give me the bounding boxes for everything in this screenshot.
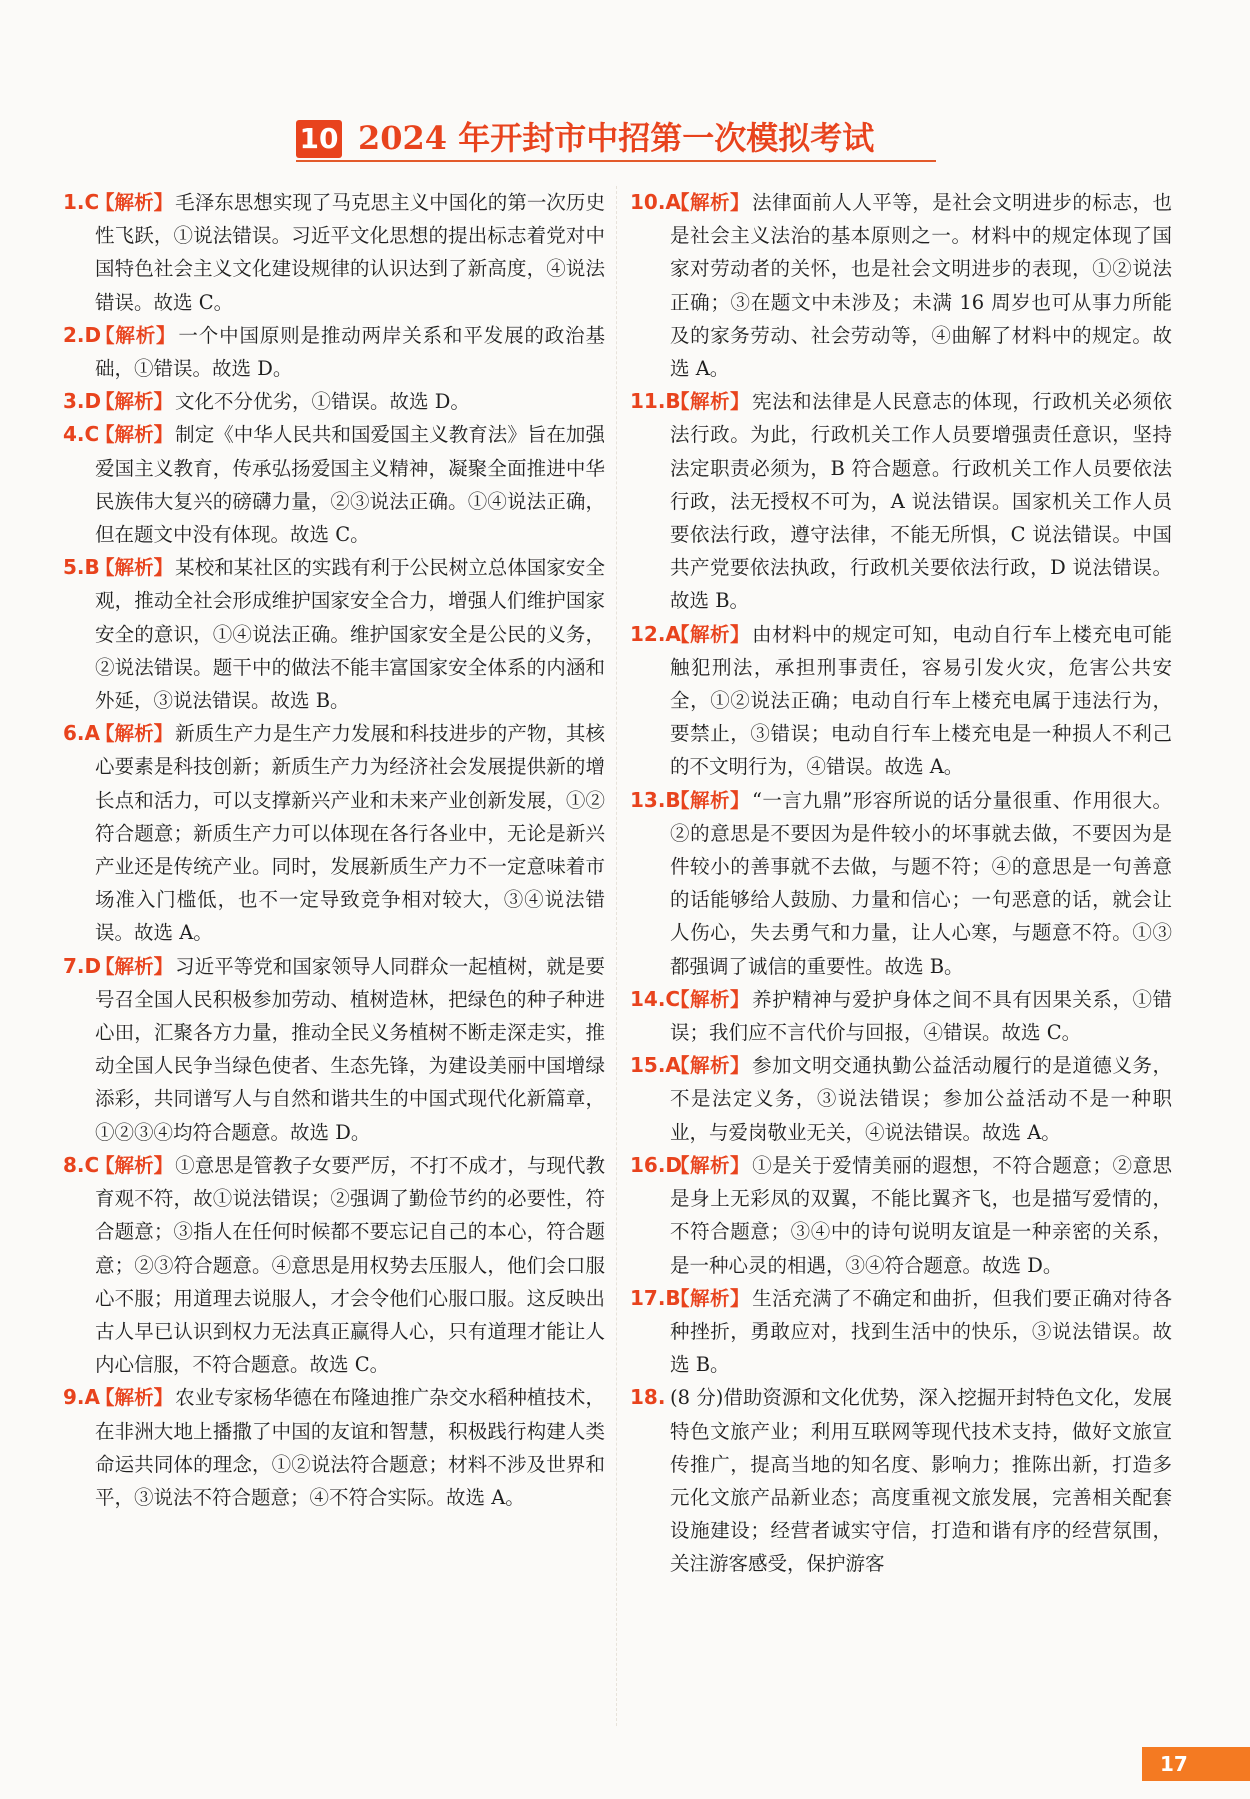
analysis-tag: 【解析】 [95, 722, 174, 746]
answer-item-10: 10.A 【解析】 法律面前人人平等，是社会文明进步的标志，也是社会主义法治的基本原则之一。材料中的规定体现了国家对劳动者的关怀，也是社会文明进步的表现，①②说法正确；③在题文中未涉及；未满 16 周岁也可从事力所能及的家务劳动、社会劳动等，④曲解了材料中的规定。故选 A。 [630, 190, 1172, 381]
answer-item-5: 5.B 【解析】 某校和某社区的实践有利于公民树立总体国家安全观，推动全社会形成维护国家安全合力，增强人们维护国家安全的意识，①④说法正确。维护国家安全是公民的义务，②说法错误。题干中的做法不能丰富国家安全体系的内涵和外延，③说法错误。故选 B。 [63, 555, 605, 713]
analysis-tag: 【解析】 [95, 1153, 174, 1177]
answer-item-15: 15.A 【解析】 参加文明交通执勤公益活动履行的是道德义务，不是法定义务，③说法错误；参加公益活动不是一种职业，与爱岗敬业无关，④说法错误。故选 A。 [630, 1053, 1172, 1144]
answer-item-11: 11.B 【解析】 宪法和法律是人民意志的体现，行政机关必须依法行政。为此，行政机关工作人员要增强责任意识，坚持法定职责必须为，B 符合题意。行政机关工作人员要依法行政，法无授权不可为，A 说法错误。国家机关工作人员要依法行政，遵守法律，不能无所惧，C 说法错误。中国共产党要依法执政，行政机关要依法行政，D 说法错误。故选 B。 [630, 389, 1172, 613]
answer-text: ①意思是管教子女要严厉，不打不成才，与现代教育观不符，故①说法错误；②强调了勤俭节约的必要性，符合题意；③指人在任何时候都不要忘记自己的本心，符合题意；②③符合题意。④意思是用权势去压服人，他们会口服心不服；用道理去说服人，才会令他们心服口服。这反映出古人早已认识到权力无法真正赢得人心，只有道理才能让人内心信服，不符合题意。故选 C。 [95, 1153, 605, 1377]
answer-text: 毛泽东思想实现了马克思主义中国化的第一次历史性飞跃，①说法错误。习近平文化思想的提出标志着党对中国特色社会主义文化建设规律的认识达到了新高度，④说法错误。故选 C。 [95, 191, 605, 314]
answer-item-6: 6.A 【解析】 新质生产力是生产力发展和科技进步的产物，其核心要素是科技创新；新质生产力为经济社会发展提供新的增长点和活力，可以支撑新兴产业和未来产业创新发展，①②符合题意；新质生产力可以体现在各行各业中，无论是新兴产业还是传统产业。同时，发展新质生产力不一定意味着市场准入门槛低，也不一定导致竞争相对较大，③④说法错误。故选 A。 [63, 721, 605, 945]
answer-text: ①是关于爱情美丽的遐想，不符合题意；②意思是身上无彩凤的双翼，不能比翼齐飞，也是描写爱情的，不符合题意；③④中的诗句说明友谊是一种亲密的关系，是一种心灵的相遇，③④符合题意。故选 D。 [670, 1153, 1172, 1277]
analysis-tag: 【解析】 [95, 556, 174, 580]
analysis-tag: 【解析】 [95, 390, 174, 414]
answer-text: 参加文明交通执勤公益活动履行的是道德义务，不是法定义务，③说法错误；参加公益活动不是一种职业，与爱岗敬业无关，④说法错误。故选 A。 [670, 1054, 1172, 1144]
answer-item-4: 4.C 【解析】 制定《中华人民共和国爱国主义教育法》旨在加强爱国主义教育，传承弘扬爱国主义精神，凝聚全面推进中华民族伟大复兴的磅礴力量，②③说法正确。①④说法正确，但在题文中没有体现。故选 C。 [63, 422, 605, 547]
page-title: 2024 年开封市中招第一次模拟考试 [358, 119, 875, 157]
answer-item-17: 17.B 【解析】 生活充满了不确定和曲折，但我们要正确对待各种挫折，勇敢应对，找到生活中的快乐，③说法错误。故选 B。 [630, 1285, 1172, 1377]
analysis-tag: 【解析】 [670, 1286, 751, 1310]
right-column [632, 186, 1172, 1581]
answer-text: 养护精神与爱护身体之间不具有因果关系，①错误；我们应不言代价与回报，④错误。故选 C。 [670, 987, 1172, 1045]
analysis-tag: 【解析】 [670, 622, 751, 646]
answer-item-16: 16.D 【解析】 ①是关于爱情美丽的遐想，不符合题意；②意思是身上无彩凤的双翼，不能比翼齐飞，也是描写爱情的，不符合题意；③④中的诗句说明友谊是一种亲密的关系，是一种心灵的相遇，③④符合题意。故选 D。 [630, 1152, 1172, 1277]
analysis-tag: 【解析】 [670, 191, 751, 214]
answer-text: 文化不分优劣，①错误。故选 D。 [175, 390, 470, 414]
answer-text: 习近平等党和国家领导人同群众一起植树，就是要号召全国人民积极参加劳动、植树造林，把绿色的种子种进心田，汇聚各方力量，推动全民义务植树不断走深走实，推动全国人民争当绿色使者、生态先锋，为建设美丽中国增绿添彩，共同谱写人与自然和谐共生的中国式现代化新篇章，①②③④均符合题意。故选 D。 [95, 954, 605, 1144]
answer-item-9: 9.A 【解析】 农业专家杨华德在布隆迪推广杂交水稻种植技术，在非洲大地上播撒了中国的友谊和智慧，积极践行构建人类命运共同体的理念，①②说法符合题意；材料不涉及世界和平，③说法不符合题意；④不符合实际。故选 A。 [63, 1385, 605, 1509]
answer-item-18: 18. (8 分)借助资源和文化优势，深入挖掘开封特色文化，发展特色文旅产业；利用互联网等现代技术支持，做好文旅宣传推广，提高当地的知名度、影响力；推陈出新，打造多元化文旅产品新业态；高度重视文旅发展，完善相关配套设施建设；经营者诚实守信，打造和谐有序的经营氛围，关注游客感受，保护游客 [630, 1385, 1172, 1576]
answer-item-13: 13.B 【解析】 “一言九鼎”形容所说的话分量很重、作用很大。②的意思是不要因为是件较小的坏事就去做，不要因为是件较小的善事就不去做，与题不符；④的意思是一句善意的话能够给人鼓励、力量和信心；一句恶意的话，就会让人伤心，失去勇气和力量，让人心寒，与题意不符。①③都强调了诚信的重要性。故选 B。 [630, 787, 1172, 978]
answer-text: 某校和某社区的实践有利于公民树立总体国家安全观，推动全社会形成维护国家安全合力，增强人们维护国家安全的意识，①④说法正确。维护国家安全是公民的义务，②说法错误。题干中的做法不能丰富国家安全体系的内涵和外延，③说法错误。故选 B。 [95, 556, 605, 713]
answer-text: 法律面前人人平等，是社会文明进步的标志，也是社会主义法治的基本原则之一。材料中的规定体现了国家对劳动者的关怀，也是社会文明进步的表现，①②说法正确；③在题文中未涉及；未满 16 周岁也可从事力所能及的家务劳动、社会劳动等，④曲解了材料中的规定。故选 A。 [670, 191, 1172, 381]
answer-item-8: 8.C 【解析】 ①意思是管教子女要严厉，不打不成才，与现代教育观不符，故①说法错误；②强调了勤俭节约的必要性，符合题意；③指人在任何时候都不要忘记自己的本心，符合题意；②③符合题意。④意思是用权势去压服人，他们会口服心不服；用道理去说服人，才会令他们心服口服。这反映出古人早已认识到权力无法真正赢得人心，只有道理才能让人内心信服，不符合题意。故选 C。 [63, 1152, 605, 1377]
column-divider [616, 186, 617, 1726]
answer-text: 宪法和法律是人民意志的体现，行政机关必须依法行政。为此，行政机关工作人员要增强责任意识，坚持法定职责必须为，B 符合题意。行政机关工作人员要依法行政，法无授权不可为，A 说法错误。国家机关工作人员要依法行政，遵守法律，不能无所惧，C 说法错误。中国共产党要依法执政，行政机关要依法行政，D 说法错误。故选 B。 [670, 390, 1172, 613]
answer-text: 农业专家杨华德在布隆迪推广杂交水稻种植技术，在非洲大地上播撒了中国的友谊和智慧，积极践行构建人类命运共同体的理念，①②说法符合题意；材料不涉及世界和平，③说法不符合题意；④不符合实际。故选 A。 [95, 1386, 605, 1509]
analysis-tag: 【解析】 [95, 323, 177, 347]
section-number-badge: 10 [296, 120, 342, 158]
left-column [65, 186, 605, 1514]
analysis-tag: 【解析】 [95, 191, 174, 214]
answer-item-1: 1.C 【解析】 毛泽东思想实现了马克思主义中国化的第一次历史性飞跃，①说法错误。习近平文化思想的提出标志着党对中国特色社会主义文化建设规律的认识达到了新高度，④说法错误。故选 C。 [63, 190, 605, 314]
answer-text: 一个中国原则是推动两岸关系和平发展的政治基础，①错误。故选 D。 [95, 323, 605, 381]
answer-text: 制定《中华人民共和国爱国主义教育法》旨在加强爱国主义教育，传承弘扬爱国主义精神，凝聚全面推进中华民族伟大复兴的磅礴力量，②③说法正确。①④说法正确，但在题文中没有体现。故选 C。 [95, 423, 605, 547]
analysis-tag: 【解析】 [670, 1153, 751, 1177]
answer-text: 生活充满了不确定和曲折，但我们要正确对待各种挫折，勇敢应对，找到生活中的快乐，③说法错误。故选 B。 [670, 1286, 1172, 1377]
analysis-tag: 【解析】 [670, 987, 751, 1011]
answer-item-2: 2.D 【解析】 一个中国原则是推动两岸关系和平发展的政治基础，①错误。故选 D。 [63, 322, 605, 381]
score-label: (8 分) [670, 1386, 724, 1410]
analysis-tag: 【解析】 [670, 788, 750, 812]
answer-text: 借助资源和文化优势，深入挖掘开封特色文化，发展特色文旅产业；利用互联网等现代技术支持，做好文旅宣传推广，提高当地的知名度、影响力；推陈出新，打造多元化文旅产品新业态；高度重视文旅发展，完善相关配套设施建设；经营者诚实守信，打造和谐有序的经营氛围，关注游客感受，保护游客 [670, 1386, 1172, 1576]
answer-text: “一言九鼎”形容所说的话分量很重、作用很大。②的意思是不要因为是件较小的坏事就去做，不要因为是件较小的善事就不去做，与题不符；④的意思是一句善意的话能够给人鼓励、力量和信心；一句恶意的话，就会让人伤心，失去勇气和力量，让人心寒，与题意不符。①③都强调了诚信的重要性。故选 B。 [670, 788, 1172, 978]
analysis-tag: 【解析】 [95, 423, 174, 447]
analysis-tag: 【解析】 [95, 1386, 174, 1410]
answer-item-14: 14.C 【解析】 养护精神与爱护身体之间不具有因果关系，①错误；我们应不言代价与回报，④错误。故选 C。 [630, 986, 1172, 1045]
answer-item-3: 3.D 【解析】 文化不分优劣，①错误。故选 D。 [63, 389, 470, 414]
answer-text: 由材料中的规定可知，电动自行车上楼充电可能触犯刑法，承担刑事责任，容易引发火灾，危害公共安全，①②说法正确；电动自行车上楼充电属于违法行为，要禁止，③错误；电动自行车上楼充电是一种损人不利己的不文明行为，④错误。故选 A。 [670, 622, 1172, 779]
analysis-tag: 【解析】 [670, 1054, 751, 1078]
answer-text: 新质生产力是生产力发展和科技进步的产物，其核心要素是科技创新；新质生产力为经济社会发展提供新的增长点和活力，可以支撑新兴产业和未来产业创新发展，①②符合题意；新质生产力可以体现在各行各业中，无论是新兴产业还是传统产业。同时，发展新质生产力不一定意味着市场准入门槛低，也不一定导致竞争相对较大，③④说法错误。故选 A。 [95, 722, 605, 945]
page-number: 17 [1142, 1747, 1250, 1781]
analysis-tag: 【解析】 [670, 390, 751, 414]
analysis-tag: 【解析】 [95, 954, 174, 978]
answer-item-12: 12.A 【解析】 由材料中的规定可知，电动自行车上楼充电可能触犯刑法，承担刑事责任，容易引发火灾，危害公共安全，①②说法正确；电动自行车上楼充电属于违法行为，要禁止，③错误；电动自行车上楼充电是一种损人不利己的不文明行为，④错误。故选 A。 [630, 621, 1172, 779]
answer-item-7: 7.D 【解析】 习近平等党和国家领导人同群众一起植树，就是要号召全国人民积极参加劳动、植树造林，把绿色的种子种进心田，汇聚各方力量，推动全民义务植树不断走深走实，推动全国人民争当绿色使者、生态先锋，为建设美丽中国增绿添彩，共同谱写人与自然和谐共生的中国式现代化新篇章，①②③④均符合题意。故选 D。 [63, 953, 605, 1144]
section-header [296, 118, 936, 162]
